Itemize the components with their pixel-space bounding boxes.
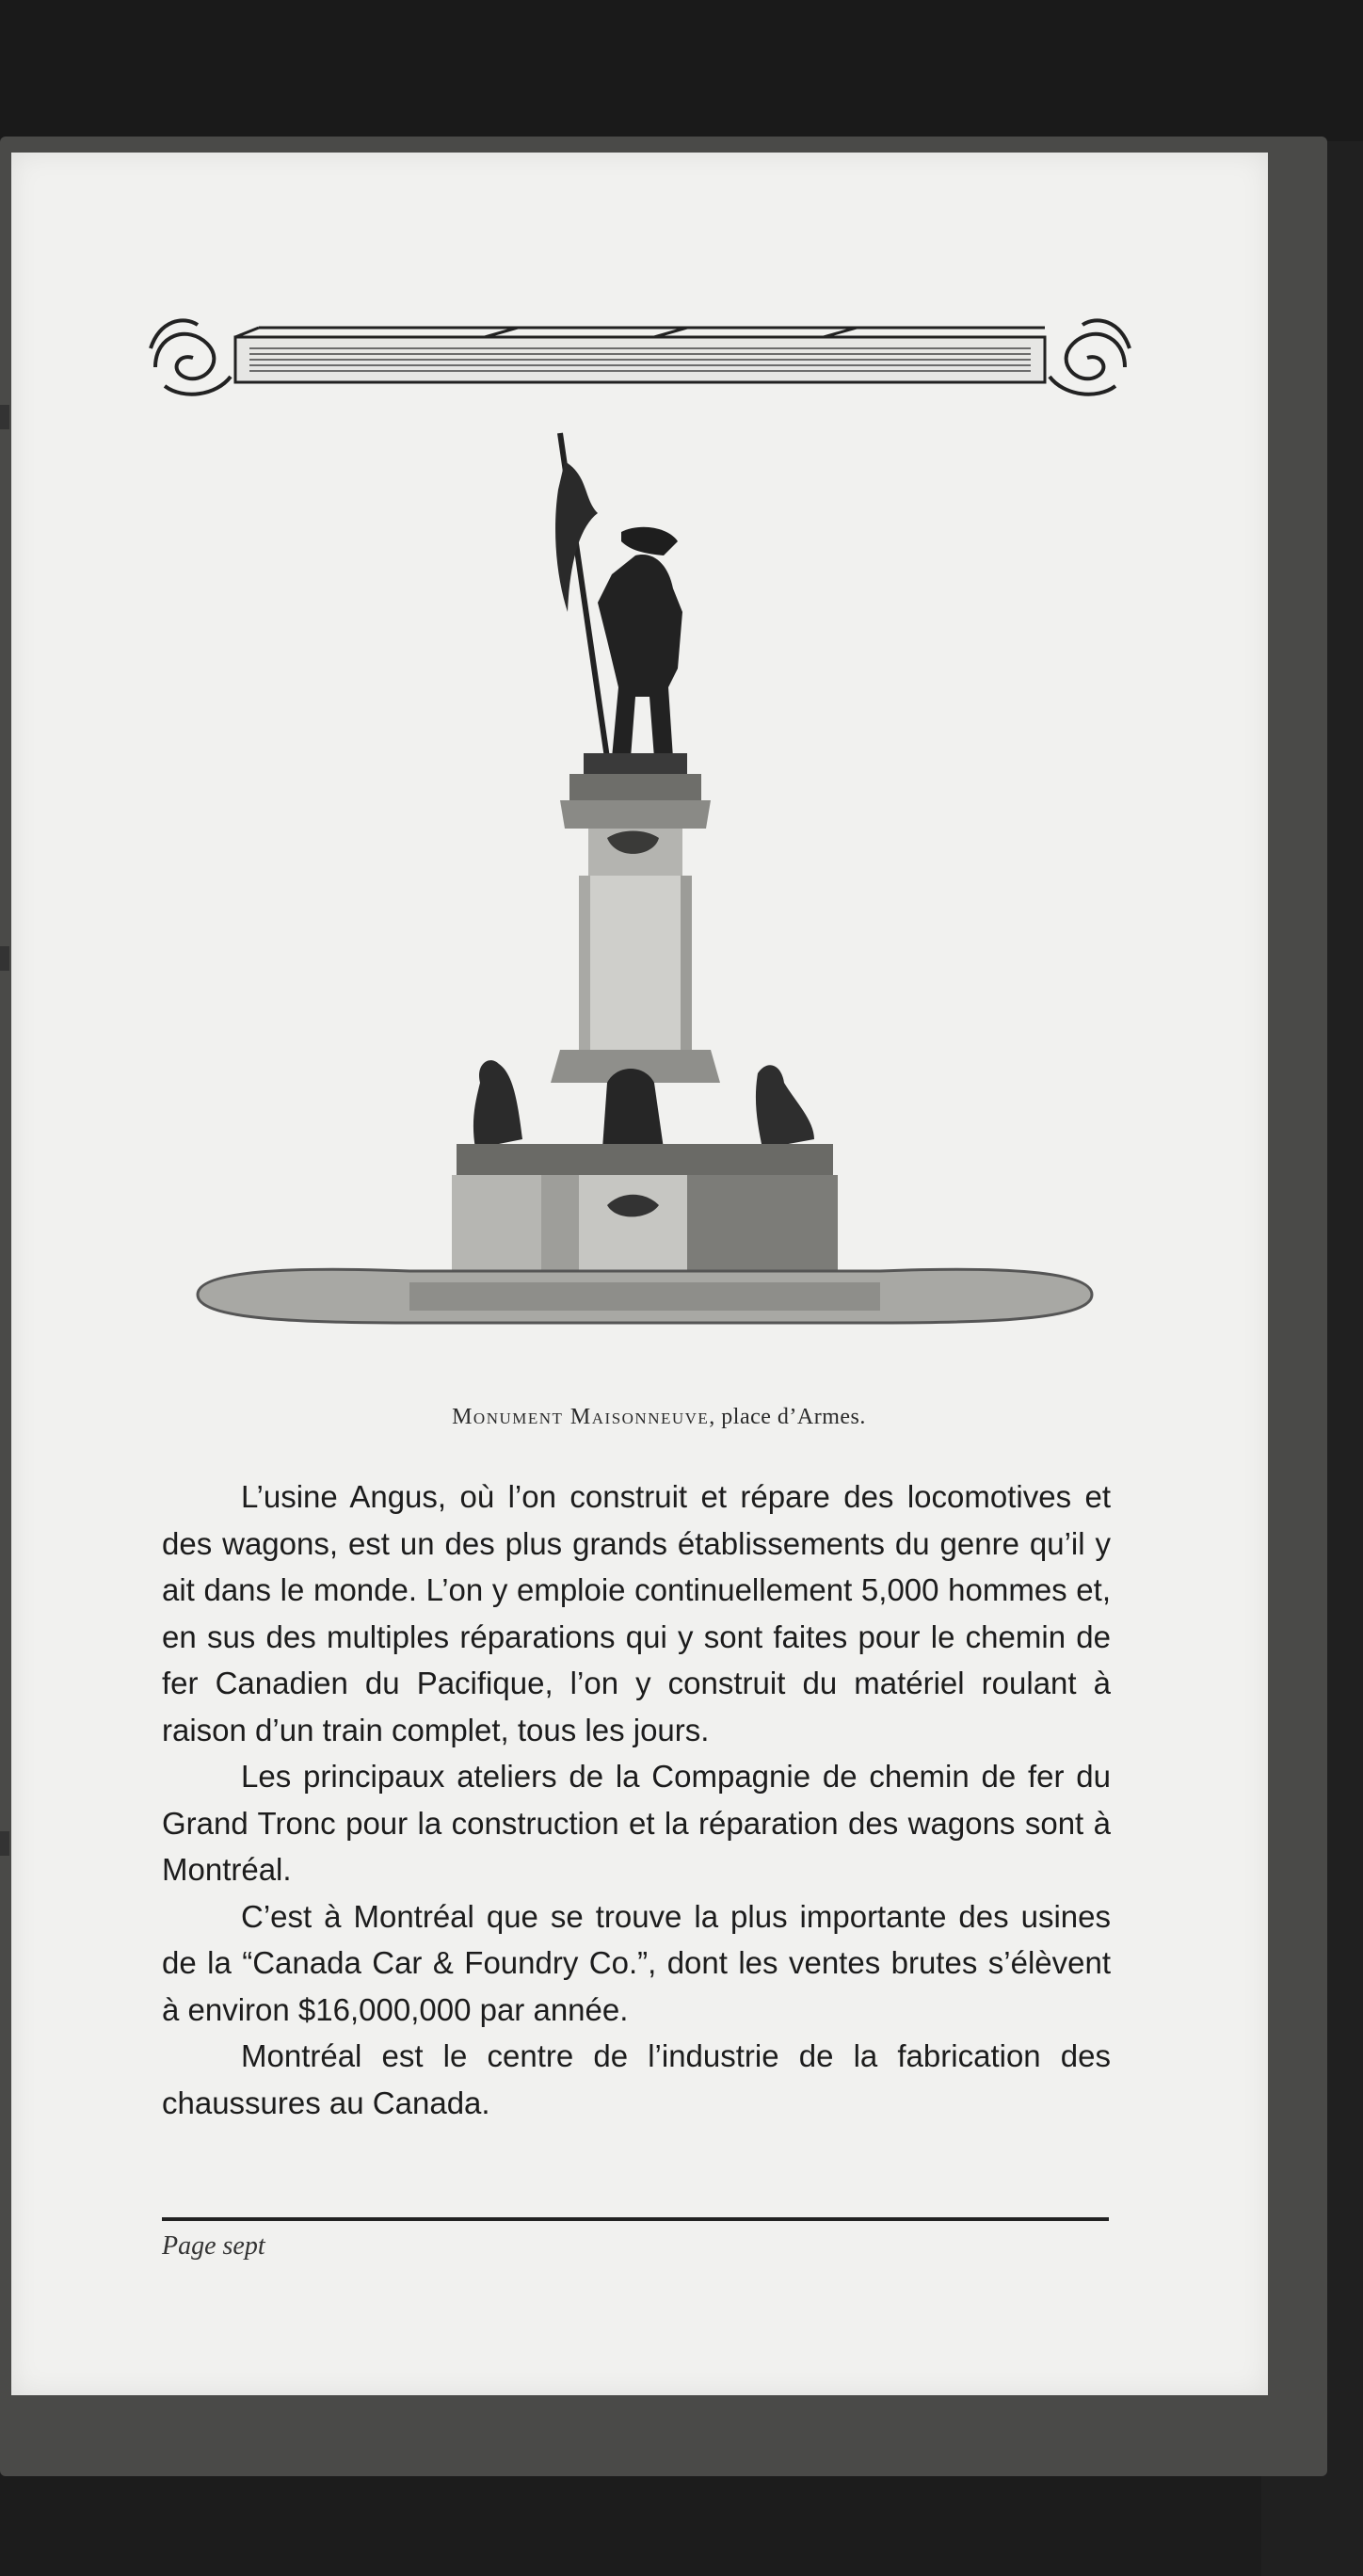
paragraph: Les principaux ateliers de la Compagnie de chemin de fer du Grand Tronc pour la construction et la réparation des wagons sont à Montréal.	[162, 1759, 1111, 1887]
scan-background-top	[0, 0, 1363, 141]
body-text	[162, 1473, 1111, 2126]
binding-tick	[0, 946, 9, 971]
photo-caption	[188, 1405, 1130, 1430]
binding-tick	[0, 405, 9, 429]
binding-tick	[0, 1831, 9, 1856]
paragraph: Montréal est le centre de l’industrie de la fabrication des chaussures au Canada.	[162, 2038, 1111, 2120]
caption-place: , place d’Armes.	[709, 1405, 866, 1429]
caption-monument-name: Monument Maisonneuve	[452, 1405, 710, 1429]
footer-rule	[162, 2217, 1109, 2221]
monument-photograph	[193, 424, 1097, 1375]
paragraph: L’usine Angus, où l’on construit et répare des locomotives et des wagons, est un des plus grands établissements du genre qu’il y ait dans le monde. L’on y emploie continuellement 5,000 hommes et, en sus des multiples réparations qui y sont faites pour le chemin de fer Canadien du Pacifique, l’on y construit du matériel roulant à raison d’un train complet, tous les jours.	[162, 1479, 1111, 1747]
header-ornament	[146, 311, 1134, 405]
paragraph: C’est à Montréal que se trouve la plus importante des usines de la “Canada Car & Foundry Co.”, dont les ventes brutes s’élèvent à environ $16,000,000 par année.	[162, 1898, 1111, 2027]
page-number: Page sept	[162, 2231, 265, 2261]
